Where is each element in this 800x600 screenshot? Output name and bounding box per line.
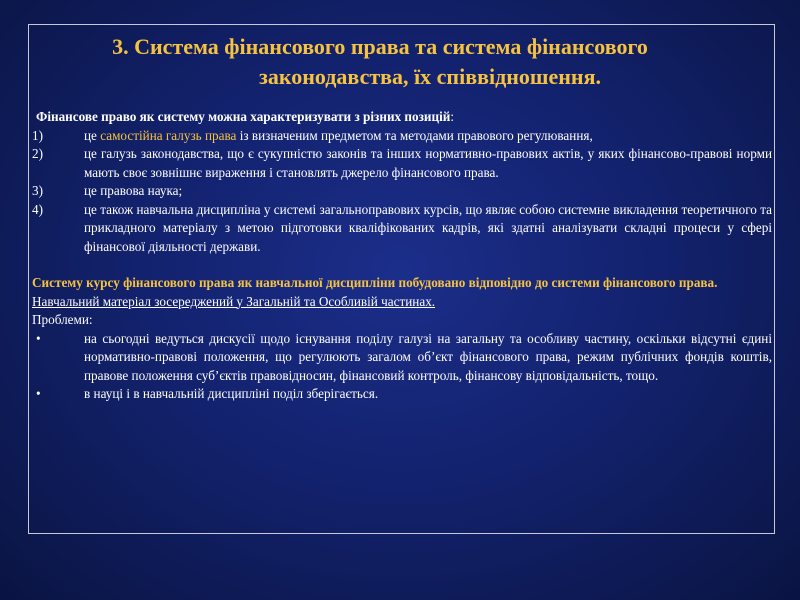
intro-colon: : xyxy=(450,109,455,124)
list-item-2 xyxy=(32,145,772,182)
list-text: це правова наука; xyxy=(84,183,183,198)
problem-text: на сьогодні ведуться дискусії щодо існування поділу галузі на загальну та особливу частину, оскільки відсутні єдині нормативно-правові положення, що регулюють загалом об’єкт фінансового права, режим публічних фондів коштів, правове положення суб’єктів правовідносин, фінансовий контроль, фінансову відповідальність, тощо. xyxy=(84,330,772,383)
list-text xyxy=(84,127,772,146)
course-note: Систему курсу фінансового права як навчальної дисципліни побудовано відповідно до системи фінансового права. xyxy=(32,275,718,290)
list-marker: 1) xyxy=(32,127,43,143)
list-text: це галузь законодавства, що є сукупністю законів та інших нормативно-правових актів, у яких фінансово-правові норми мають своє зовнішнє вираження і становлять джерело фінансового права. xyxy=(84,146,772,180)
spacer xyxy=(32,256,772,274)
title-line-1: 3. Система фінансового права та система фінансового xyxy=(112,34,648,59)
intro-text xyxy=(32,108,772,127)
problems-label: Проблеми: xyxy=(32,312,93,327)
problem-item-2 xyxy=(32,385,772,404)
material-note: Навчальний матеріал зосереджений у Загальній та Особливій частинах. xyxy=(32,293,436,309)
list-text-after: із визначеним предметом та методами правового регулювання, xyxy=(236,127,593,143)
slide-title xyxy=(40,32,760,92)
problem-text: в науці і в навчальній дисципліні поділ зберігається. xyxy=(84,386,379,401)
intro-bold: Фінансове право як систему можна характеризувати з різних позицій xyxy=(36,109,451,124)
list-item-3 xyxy=(32,182,772,201)
list-text-before: це xyxy=(84,127,101,143)
title-line-2: законодавства, їх співвідношення. xyxy=(259,64,601,89)
bullet-marker: • xyxy=(36,330,41,346)
list-marker: 4) xyxy=(32,201,43,217)
list-item-1 xyxy=(32,127,772,146)
problem-item-1 xyxy=(32,330,772,386)
list-text-highlight: самостійна галузь права xyxy=(100,127,237,143)
list-item-4 xyxy=(32,201,772,257)
list-marker: 3) xyxy=(32,183,43,198)
list-text: це також навчальна дисципліна у системі загальноправових курсів, що являє собою системне викладення теоретичного та прикладного матеріалу з метою підготовки кваліфікованих кадрів, які здатні аналізувати складні процеси у сфері фінансової діяльності держави. xyxy=(84,201,772,254)
slide-content xyxy=(32,108,772,404)
list-marker: 2) xyxy=(32,146,43,161)
bullet-marker: • xyxy=(36,386,41,401)
